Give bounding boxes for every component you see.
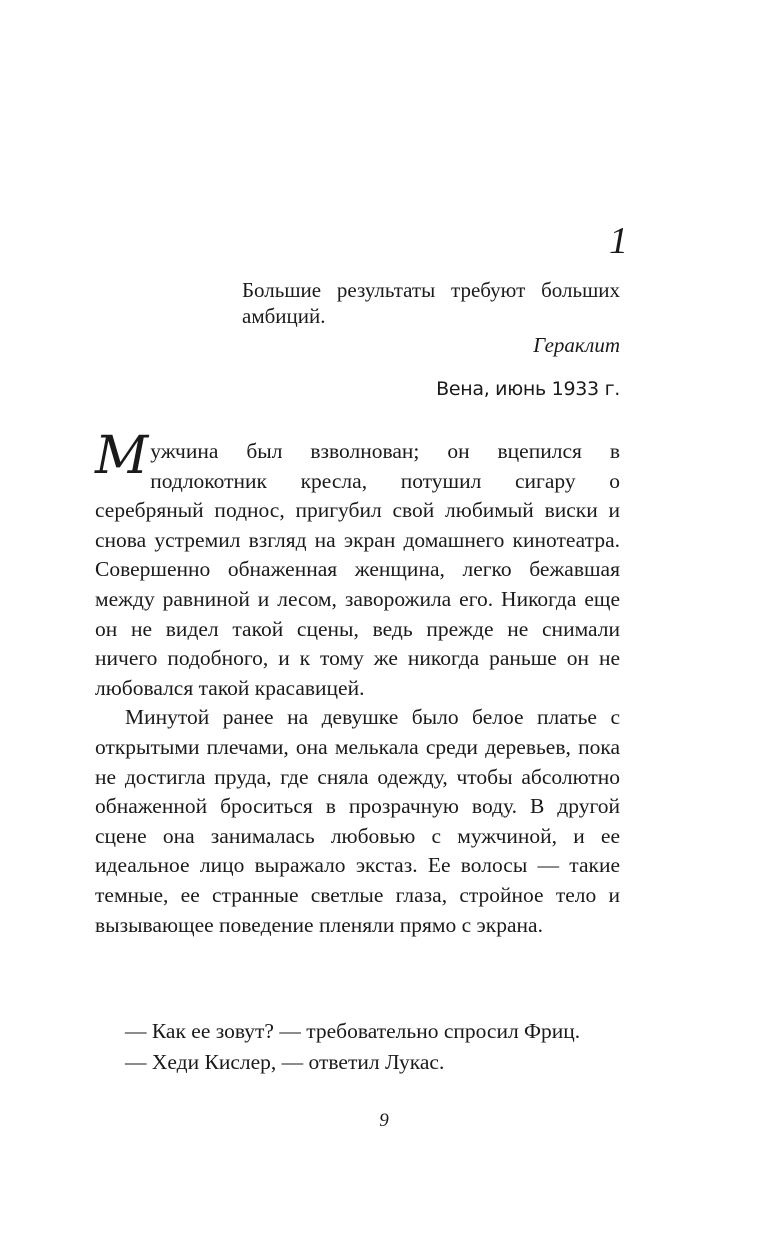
dropcap: М [95, 426, 149, 486]
chapter-number: 1 [609, 220, 628, 262]
epigraph-text: Большие результаты требуют больших амбиций. [242, 278, 620, 328]
paragraph-1-text: ужчина был взволнован; он вцепился в подлокотник кресла, потушил сигару о серебряный поднос, пригубил свой любимый виски и снова устремил взгляд на экран домашнего кинотеатра. Совершенно обнаженная женщина, легко бежавшая между равниной и лесом, заворожила его. Никогда еще он не видел такой сцены, ведь прежде не снимали ничего подобного, и к тому же никогда раньше он не любовался такой красавицей. [95, 439, 620, 700]
epigraph [242, 277, 620, 358]
paragraph-2: Минутой ранее на девушке было белое платье с открытыми плечами, она мелькала среди деревьев, пока не достигла пруда, где сняла одежду, чтобы абсолютно обнаженной броситься в прозрачную воду. В другой сцене она занималась любовью с мужчиной, и ее идеальное лицо выражало экстаз. Ее волосы — такие темные, ее странные светлые глаза, стройное тело и вызывающее поведение пленяли прямо с экрана. [95, 705, 620, 937]
epigraph-author: Гераклит [533, 333, 620, 357]
page-number: 9 [379, 1110, 389, 1131]
dialogue-line-2: — Хеди Кислер, — ответил Лукас. [125, 1050, 445, 1074]
dialogue-line-1: — Как ее зовут? — требовательно спросил Фриц. [125, 1019, 581, 1043]
dialogue [95, 1016, 620, 1078]
body-text [95, 426, 620, 940]
paragraph-1 [95, 426, 620, 703]
place-date: Вена, июнь 1933 г. [436, 378, 620, 400]
